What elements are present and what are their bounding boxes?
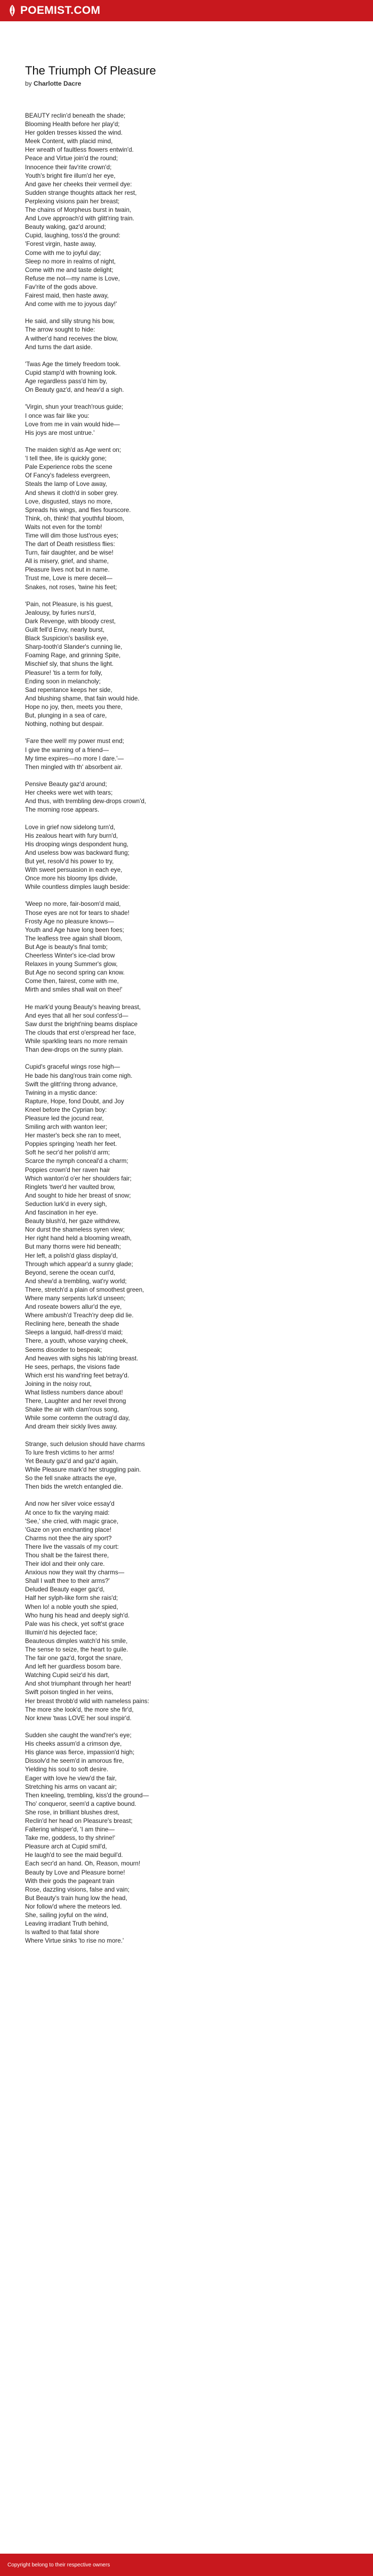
poem-line: While sparkling tears no more remain	[25, 1038, 128, 1045]
poem-line: The maiden sigh'd as Age went on;	[25, 447, 121, 454]
poem-line: Yet Beauty gaz'd and gaz'd again,	[25, 1457, 118, 1465]
site-header	[0, 0, 373, 21]
poem-line: Who hung his head and deeply sigh'd.	[25, 1612, 130, 1619]
poem-line: Than dew-drops on the sunny plain.	[25, 1046, 124, 1054]
poem-line: Swift the glitt'ring throng advance,	[25, 1080, 118, 1088]
poem-line: Time will dim those lust'rous eyes;	[25, 532, 119, 539]
poem-line: Is wafted to that fatal shore	[25, 1929, 100, 1936]
poem-line: Those eyes are not for tears to shade!	[25, 909, 129, 917]
stanza	[25, 900, 345, 994]
stanza	[25, 737, 345, 771]
stanza	[25, 1500, 345, 1722]
poem-line: Seems disorder to bespeak;	[25, 1346, 102, 1353]
poem-line: Beyond, serene the ocean curl'd,	[25, 1269, 116, 1276]
poem-line: And Love approach'd with glitt'ring train.	[25, 215, 134, 222]
poem-line: Seduction lurk'd in every sigh,	[25, 1200, 107, 1208]
poem-line: Innocence their fav'rite crown'd;	[25, 163, 112, 171]
poem-line: His joys are most untrue.'	[25, 429, 95, 436]
poem-line: Once more his bloomy lips divide,	[25, 875, 118, 882]
poem-line: Dissolv'd he seem'd in amorous fire,	[25, 1757, 124, 1765]
poem-line: And shews it cloth'd in sober grey.	[25, 489, 118, 497]
stanza	[25, 446, 345, 592]
poem-line: Beauty blush'd, her gaze withdrew,	[25, 1218, 120, 1225]
poem-line: She rose, in brilliant blushes drest,	[25, 1809, 120, 1816]
poem-line: 'Fare thee well! my power must end;	[25, 738, 124, 745]
poem-line: Pensive Beauty gaz'd around;	[25, 780, 107, 788]
poem-line: And shew'd a trembling, wat'ry world;	[25, 1277, 127, 1285]
poem-line: The fair one gaz'd, forgot the snare,	[25, 1655, 123, 1662]
poem-line: Her wreath of faultless flowers entwin'd.	[25, 146, 134, 154]
poem-line: There, Laughter and her revel throng	[25, 1398, 126, 1405]
poem-line: Poppies springing 'neath her feet.	[25, 1141, 117, 1148]
poem-line: Her golden tresses kissed the wind.	[25, 129, 123, 137]
poem-line: And useless bow was backward flung;	[25, 849, 129, 856]
author-link[interactable]: Charlotte Dacre	[34, 80, 82, 87]
poem-line: Fav'rite of the gods above.	[25, 283, 98, 291]
poem-line: Sad repentance keeps her side,	[25, 686, 112, 693]
poem-line: On Beauty gaz'd, and heav'd a sigh.	[25, 386, 124, 394]
poem-line: 'I tell thee, life is quickly gone;	[25, 455, 107, 463]
poem-line: Illumin'd his dejected face;	[25, 1629, 98, 1636]
poem-line: Thou shalt be the fairest there,	[25, 1551, 109, 1559]
poem-line: But many thorns were hid beneath;	[25, 1243, 121, 1251]
poem-line: Swift poison tingled in her veins,	[25, 1689, 113, 1696]
poem-line: 'Pain, not Pleasure, is his guest,	[25, 600, 113, 608]
poem-line: Shake the air with clam'rous song,	[25, 1406, 119, 1414]
poem-line: Nor follow'd where the meteors led.	[25, 1903, 122, 1910]
poem-line: Where ambush'd Treach'ry deep did lie.	[25, 1312, 134, 1319]
poem-line: My time expires—no more I dare.'—	[25, 755, 124, 762]
poem-line: And heaves with sighs his lab'ring breast.	[25, 1355, 139, 1362]
stanza	[25, 1440, 345, 1492]
poem-line: With sweet persuasion in each eye,	[25, 866, 123, 873]
poem-line: Turn, fair daughter, and be wise!	[25, 549, 113, 557]
poem-line: Of Fancy's fadeless evergreen,	[25, 472, 111, 480]
poem-line: He sees, perhaps, the visions fade	[25, 1363, 120, 1370]
poem-line: He mark'd young Beauty's heaving breast,	[25, 1003, 141, 1011]
poem-line: But Age is beauty's final tomb;	[25, 943, 108, 951]
site-footer	[0, 2554, 373, 2576]
poem-line: Reclining here, beneath the shade	[25, 1320, 119, 1328]
poem-title: The Triumph Of Pleasure	[25, 64, 156, 77]
poem-line: I once was fair like you:	[25, 412, 90, 419]
poem-line: Pale was his check, yet soft'st grace	[25, 1620, 124, 1628]
poem-line: His zealous heart with fury burn'd,	[25, 832, 118, 839]
poem-line: Waits not even for the tomb!	[25, 523, 102, 531]
poem-line: Stretching his arms on vacant air;	[25, 1783, 117, 1790]
poem-line: He bade his dang'rous train come nigh.	[25, 1072, 133, 1079]
poem-line: But yet, resolv'd his power to try,	[25, 857, 114, 865]
poem-line: Then bids the wretch entangled die.	[25, 1483, 123, 1491]
poem-line: Which wanton'd o'er her shoulders fair;	[25, 1175, 132, 1182]
poem-line: 'See,' she cried, with magic grace,	[25, 1517, 119, 1525]
poem-line: Shall I waft thee to their arms?'	[25, 1578, 110, 1585]
poem-line: While Pleasure mark'd her struggling pain.	[25, 1466, 141, 1473]
poem-line: Black Suspicion's basilisk eye,	[25, 635, 109, 642]
stanza	[25, 780, 345, 814]
poem-line: Charms not thee the airy sport?	[25, 1534, 112, 1542]
stanza	[25, 1063, 345, 1431]
poem-line: Strange, such delusion should have charms	[25, 1440, 145, 1448]
stanza	[25, 112, 345, 309]
poem-line: Pleasure lives not but in name.	[25, 566, 110, 574]
poem-line: What listless numbers dance about!	[25, 1389, 123, 1396]
quill-pen-icon	[7, 4, 17, 17]
poem-line: Youth and Age have long been foes;	[25, 926, 124, 934]
poem-line: When lo! a noble youth she spied,	[25, 1603, 118, 1611]
poem-line: The leafless tree again shall bloom,	[25, 935, 123, 942]
poem-line: Deluded Beauty eager gaz'd,	[25, 1586, 105, 1594]
poem-line: Sleeps a languid, half-dress'd maid;	[25, 1329, 123, 1336]
poem-line: Cupid stamp'd with frowning look.	[25, 369, 117, 376]
poem-line: Joining in the noisy rout,	[25, 1380, 92, 1388]
poem-line: Love, disgusted, stays no more,	[25, 498, 112, 505]
poem-line: And roseate bowers allur'd the eye,	[25, 1303, 122, 1311]
poem-line: Anxious now they wait thy charms—	[25, 1569, 125, 1576]
poem-line: Soft he secr'd her polish'd arm;	[25, 1149, 110, 1157]
byline	[25, 79, 345, 88]
poem-line: The dart of Death resistless flies:	[25, 541, 115, 548]
poem-line: Where Virtue sinks 'to rise no more.'	[25, 1937, 124, 1945]
poem-line: While countless dimples laugh beside:	[25, 884, 130, 891]
poem-line: Mischief sly, that shuns the light.	[25, 660, 114, 668]
poem-line: And sought to hide her breast of snow;	[25, 1192, 131, 1199]
poem-line: Their idol and their only care.	[25, 1561, 105, 1568]
poem-line: I give the warning of a friend—	[25, 746, 109, 754]
stanza	[25, 360, 345, 394]
poem-line: Cheerless Winter's ice-clad brow	[25, 952, 115, 960]
poem-line: Pleasure led the jocund rear,	[25, 1115, 104, 1122]
poem-line: There, a youth, whose varying cheek,	[25, 1337, 128, 1345]
poem-line: Blooming Health before her play'd;	[25, 121, 120, 128]
poem-line: Cupid, laughing, toss'd the ground:	[25, 232, 120, 240]
poem-line: BEAUTY reclin'd beneath the shade;	[25, 112, 126, 119]
poem-line: Cupid's graceful wings rose high—	[25, 1063, 120, 1071]
logo-wordmark: POEMIST.COM	[20, 4, 101, 16]
poem-line: Dark Revenge, with bloody crest,	[25, 618, 116, 625]
poem-line: Tho' conqueror, seem'd a captive bound.	[25, 1800, 136, 1807]
poem-line: Sleep no more in realms of night,	[25, 258, 116, 265]
poem-line: Perplexing visions pain her breast;	[25, 197, 120, 205]
poem-line: Steals the lamp of Love away,	[25, 481, 107, 488]
poem-line: Saw durst the bright'ning beams displace	[25, 1020, 138, 1028]
poem-line: Her right hand held a blooming wreath,	[25, 1235, 132, 1242]
poem-line: And come with me to joyous day!'	[25, 301, 117, 308]
poem-line: While some contemn the outrag'd day,	[25, 1415, 130, 1422]
poem-line: With their gods the pageant train	[25, 1877, 115, 1885]
poem-line: There, stretch'd a plain of smoothest green,	[25, 1286, 144, 1293]
poem-line: He laugh'd to see the maid beguil'd.	[25, 1852, 123, 1859]
poem-line: Smiling arch with wanton leer;	[25, 1124, 108, 1131]
poem-line: Hope no joy, then, meets you there,	[25, 703, 123, 711]
poem-line: Faltering whisper'd, 'I am thine—	[25, 1826, 115, 1834]
byline-prefix: by	[25, 80, 32, 87]
poem-line: Each secr'd an hand. Oh, Reason, mourn!	[25, 1860, 141, 1868]
poem-line: The sense to seize, the heart to guile.	[25, 1646, 128, 1653]
poem-line: But Age no second spring can know.	[25, 969, 125, 977]
poem-line: At once to fix the varying maid:	[25, 1509, 110, 1516]
stanza	[25, 823, 345, 892]
poem-line: Twining in a mystic dance:	[25, 1089, 98, 1096]
poem-line: Reclin'd her head on Pleasure's breast;	[25, 1817, 133, 1824]
poem-line: And gave her cheeks their vermeil dye:	[25, 180, 132, 188]
poem-line: A wither'd hand receives the blow,	[25, 335, 118, 342]
poem-line: Snakes, not roses, 'twine his feet;	[25, 583, 117, 591]
poem-line: Come with me to joyful day;	[25, 249, 101, 257]
copyright-notice: Copyright belong to their respective owners	[7, 2562, 110, 2568]
poem-line: The arrow sought to hide:	[25, 326, 95, 334]
poem-line: Sudden strange thoughts attack her rest,	[25, 189, 137, 196]
poem-line: Her master's beck she ran to meet,	[25, 1132, 121, 1140]
poem-container	[25, 64, 345, 1954]
poem-line: Beauteous dimples watch'd his smile,	[25, 1637, 128, 1645]
poem-line: And thus, with trembling dew-drops crown'd,	[25, 798, 147, 805]
poem-line: Think, oh, think! that youthful bloom,	[25, 515, 125, 522]
poem-line: Pleasure arch at Cupid smil'd,	[25, 1843, 107, 1851]
poem-line: Beauty waking, gaz'd around;	[25, 224, 106, 231]
poem-line: 'Gaze on yon enchanting place!	[25, 1526, 112, 1533]
site-logo[interactable]	[7, 4, 100, 17]
poem-line: Then kneeling, trembling, kiss'd the ground—	[25, 1791, 149, 1799]
poem-line: Through which appear'd a sunny glade;	[25, 1260, 133, 1268]
poem-line: Which erst his wand'ring feet betray'd.	[25, 1372, 129, 1379]
poem-body	[25, 112, 345, 1945]
poem-line: Scarce the nymph conceal'd a charm;	[25, 1158, 128, 1165]
poem-line: Leaving irradiant Truth behind,	[25, 1920, 109, 1928]
poem-line: The morning rose appears.	[25, 806, 100, 814]
poem-line: Age regardless pass'd him by,	[25, 378, 108, 385]
poem-line: His drooping wings despondent hung,	[25, 840, 129, 848]
poem-line: Sharp-tooth'd Slander's cunning lie,	[25, 643, 123, 651]
stanza	[25, 600, 345, 729]
poem-line: But Beauty's train hung low the head,	[25, 1894, 127, 1902]
stanza	[25, 1731, 345, 1945]
poem-line: His glance was fierce, impassion'd high;	[25, 1749, 135, 1756]
poem-line: And dream their sickly lives away.	[25, 1423, 118, 1431]
poem-line: Her left, a polish'd glass display'd,	[25, 1252, 118, 1259]
poem-line: 'Forest virgin, haste away,	[25, 241, 96, 248]
poem-line: Her cheeks were wet with tears;	[25, 789, 113, 797]
poem-line: Nor durst the shameless syren view;	[25, 1226, 125, 1234]
poem-line: Youth's bright fire illum'd her eye,	[25, 172, 116, 179]
poem-line: Mirth and smiles shall wait on thee!'	[25, 986, 123, 994]
stanza	[25, 317, 345, 351]
poem-line: Jealousy, by furies nurs'd,	[25, 609, 96, 616]
poem-line: Foaming Rage, and grinning Spite,	[25, 652, 121, 659]
poem-line: Ending soon in melancholy;	[25, 678, 101, 685]
poem-line: And left her guardless bosom bare.	[25, 1663, 121, 1671]
poem-line: Watching Cupid seiz'd his dart,	[25, 1672, 110, 1679]
poem-line: 'Twas Age the timely freedom took.	[25, 360, 121, 368]
poem-line: Where many serpents lurk'd unseen;	[25, 1294, 126, 1302]
poem-line: Sudden she caught the wand'rer's eye;	[25, 1732, 132, 1739]
poem-line: And turns the dart aside.	[25, 343, 93, 351]
poem-line: And fascination in her eye.	[25, 1209, 98, 1217]
poem-line: Come with me and taste delight;	[25, 266, 113, 274]
poem-line: Fairest maid, then haste away,	[25, 292, 109, 299]
poem-line: Poppies crown'd her raven hair	[25, 1166, 110, 1174]
poem-line: Kneel before the Cyprian boy:	[25, 1106, 107, 1113]
poem-line: Then mingled with th' absorbent air.	[25, 763, 123, 771]
poem-line: Frosty Age no pleasure knows—	[25, 918, 114, 925]
poem-line: Pleasure! 'tis a term for folly,	[25, 669, 103, 676]
poem-line: Relaxes in young Summer's glow,	[25, 961, 118, 968]
poem-line: The more she look'd, the more she fir'd,	[25, 1706, 134, 1713]
poem-line: Trust me, Love is mere deceit—	[25, 575, 112, 582]
poem-line: Guilt fell'd Envy, nearly burst,	[25, 626, 104, 634]
poem-line: Ringlets 'twer'd her vaulted brow,	[25, 1183, 116, 1191]
stanza	[25, 1003, 345, 1055]
poem-line: Meek Content, with placid mind,	[25, 138, 113, 145]
poem-line: Rose, dazzling visions, false and vain;	[25, 1886, 129, 1893]
poem-line: Spreads his wings, and flies fourscore.	[25, 506, 131, 514]
poem-line: Nor knew 'twas LOVE her soul inspir'd.	[25, 1714, 132, 1722]
poem-line: Beauty by Love and Pleasure borne!	[25, 1869, 125, 1876]
poem-line: Take me, goddess, to thy shrine!'	[25, 1835, 116, 1842]
poem-line: Peace and Virtue join'd the round;	[25, 155, 118, 162]
poem-line: Pale Experience robs the scene	[25, 464, 112, 471]
poem-line: Love from me in vain would hide—	[25, 420, 120, 428]
poem-line: 'Weep no more, fair-bosom'd maid,	[25, 901, 121, 908]
poem-line: Half her sylph-like form she rais'd;	[25, 1595, 118, 1602]
poem-line: Nothing, nothing but despair.	[25, 721, 104, 728]
poem-line: Love in grief now sidelong turn'd,	[25, 823, 116, 831]
poem-line: Come then, fairest, come with me,	[25, 978, 119, 985]
poem-line: The chains of Morpheus burst in twain,	[25, 207, 132, 214]
poem-line: So the fell snake attracts the eye,	[25, 1475, 117, 1482]
poem-line: She, sailing joyful on the wind,	[25, 1912, 108, 1919]
poem-line: To lure fresh victims to her arms!	[25, 1449, 115, 1456]
poem-line: And eyes that all her soul confess'd—	[25, 1012, 128, 1019]
poem-line: All is misery, grief, and shame,	[25, 558, 109, 565]
poem-line: 'Virgin, shun your treach'rous guide;	[25, 403, 124, 411]
poem-line: Refuse me not—my name is Love,	[25, 275, 120, 282]
poem-line: And blushing shame, that fain would hide.	[25, 695, 140, 702]
poem-line: Yielding his soul to soft desire.	[25, 1766, 109, 1773]
stanza	[25, 403, 345, 437]
poem-line: His cheeks assum'd a crimson dye,	[25, 1740, 122, 1748]
poem-line: And shot triumphant through her heart!	[25, 1680, 132, 1688]
poem-line: He said, and slily strung his bow,	[25, 318, 115, 325]
poem-line: But, plunging in a sea of care,	[25, 712, 107, 720]
poem-line: Her breast throbb'd wild with nameless pains:	[25, 1697, 149, 1705]
poem-line: Rapture, Hope, fond Doubt, and Joy	[25, 1097, 124, 1105]
poem-line: There live the vassals of my court:	[25, 1543, 119, 1550]
poem-line: And now her silver voice essay'd	[25, 1500, 115, 1508]
poem-line: Eager with love he view'd the fair,	[25, 1774, 117, 1782]
poem-line: The clouds that erst o'erspread her face,	[25, 1029, 136, 1036]
